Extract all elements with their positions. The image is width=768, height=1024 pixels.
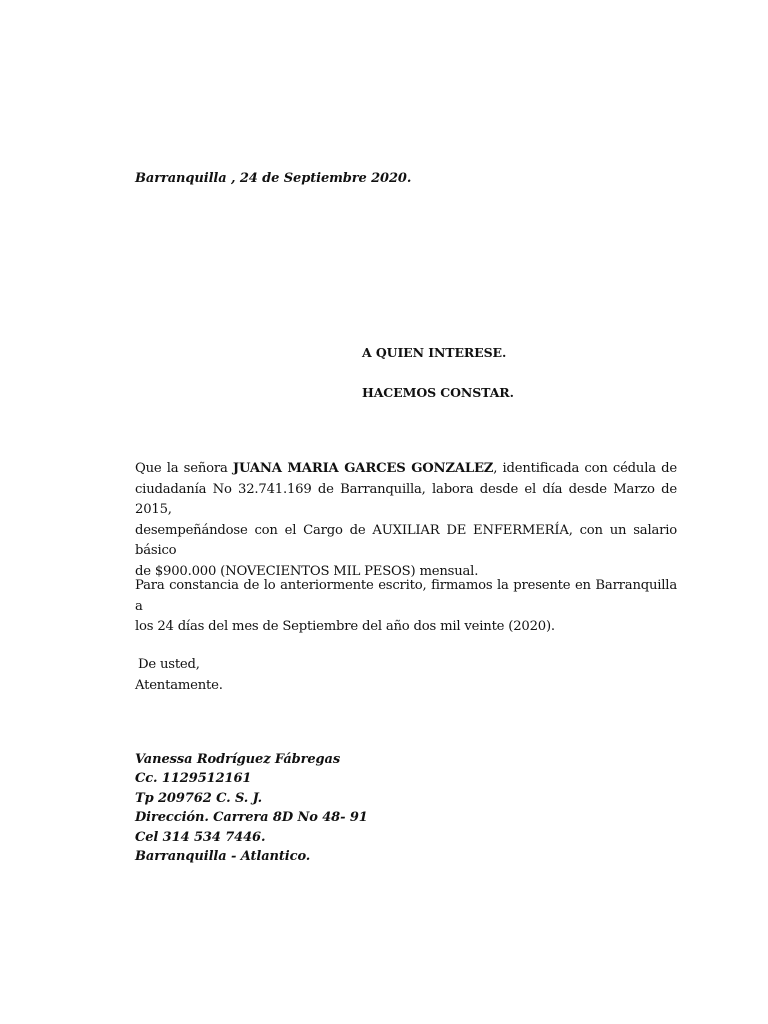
paragraph-text: , identificada con cédula de <box>493 461 677 476</box>
paragraph-line <box>135 459 677 480</box>
date-line: Barranquilla , 24 de Septiembre 2020. <box>135 171 412 186</box>
paragraph-line: ciudadanía No 32.741.169 de Barranquilla, labora desde el día desde Marzo de 2015, <box>135 481 677 517</box>
paragraph-text: Que la señora <box>135 461 233 476</box>
signer-address: Dirección. Carrera 8D No 48- 91 <box>135 810 368 826</box>
signer-professional-card: Tp 209762 C. S. J. <box>135 790 263 806</box>
signer-id: Cc. 1129512161 <box>135 771 252 787</box>
heading-to-whom: A QUIEN INTERESE. <box>362 345 507 360</box>
paragraph-line: los 24 días del mes de Septiembre del año dos mil veinte (2020). <box>135 619 555 634</box>
employee-name: JUANA MARIA GARCES GONZALEZ <box>232 461 494 476</box>
paragraph-line: desempeñándose con el Cargo de AUXILIAR DE ENFERMERÍA, con un salario básico <box>135 522 677 558</box>
signer-phone: Cel 314 534 7446. <box>135 829 266 845</box>
signature-block <box>135 750 368 866</box>
closing-line: De usted, <box>138 657 200 672</box>
employment-paragraph <box>135 459 677 582</box>
closing-line: Atentamente. <box>135 678 223 693</box>
closing <box>135 654 223 696</box>
signer-city: Barranquilla - Atlantico. <box>135 849 311 865</box>
paragraph-line: de $900.000 (NOVECIENTOS MIL PESOS) mensual. <box>135 563 479 579</box>
signer-name: Vanessa Rodríguez Fábregas <box>135 752 341 767</box>
attestation-paragraph <box>135 576 677 638</box>
paragraph-line: Para constancia de lo anteriormente escrito, firmamos la presente en Barranquilla a <box>135 578 677 614</box>
heading-certify: HACEMOS CONSTAR. <box>362 385 514 400</box>
